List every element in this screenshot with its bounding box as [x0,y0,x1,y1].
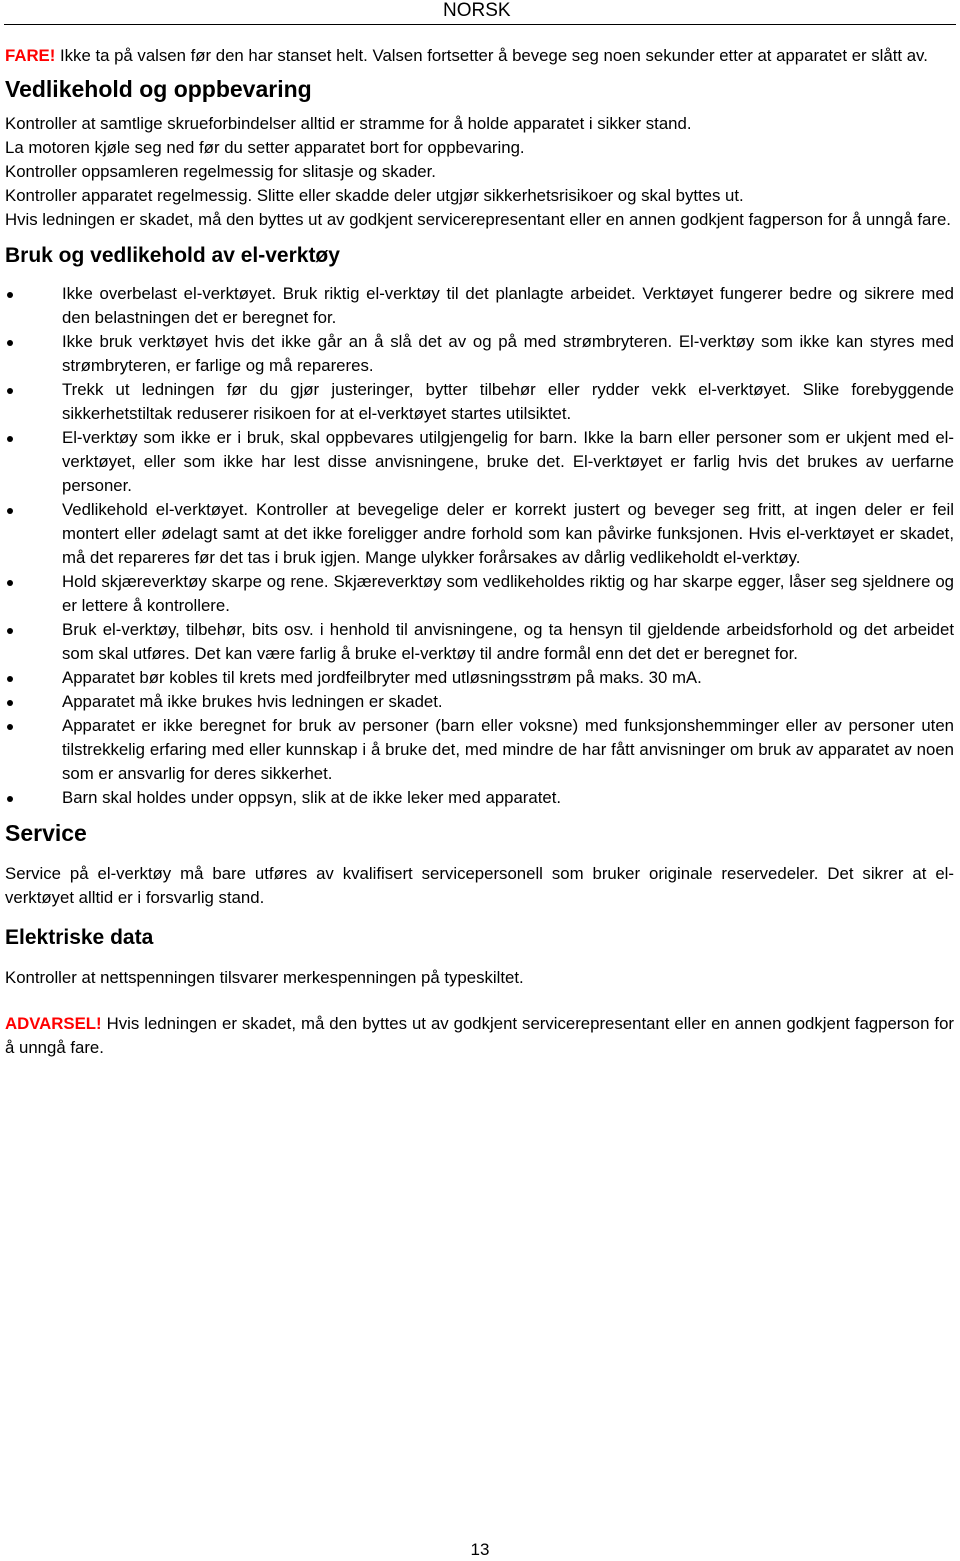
danger-label: FARE! [5,46,56,65]
bullet-icon [7,340,13,346]
warning-text: Hvis ledningen er skadet, må den byttes ut av godkjent servicerepresentant eller en annen godkjent fagperson for å unngå fare. [5,1014,954,1057]
list-item: Apparatet bør kobles til krets med jordfeilbryter med utløsningsstrøm på maks. 30 mA. [5,666,954,690]
page-number: 13 [470,1540,490,1559]
header-divider [4,24,956,25]
tools-heading: Bruk og vedlikehold av el-verktøy [5,244,340,267]
maintenance-line: Kontroller oppsamleren regelmessig for slitasje og skader. [5,162,436,181]
list-item: Apparatet må ikke brukes hvis ledningen er skadet. [5,690,954,714]
electrical-heading: Elektriske data [5,926,154,949]
bullet-icon [7,700,13,706]
bullet-icon [7,580,13,586]
maintenance-heading: Vedlikehold og oppbevaring [5,76,312,102]
service-heading: Service [5,820,87,846]
list-item: Bruk el-verktøy, tilbehør, bits osv. i henhold til anvisningene, og ta hensyn til gjeldende arbeidsforhold og det arbeidet som skal utføres. Det kan være farlig å bruke el-verktøy til andre formål enn det det er beregnet for. [5,618,954,666]
maintenance-line: La motoren kjøle seg ned før du setter apparatet bort for oppbevaring. [5,138,525,157]
warning-label: ADVARSEL! [5,1014,102,1033]
list-item: Trekk ut ledningen før du gjør justeringer, bytter tilbehør eller rydder vekk el-verktøyet. Slike forebyggende sikkerhetstiltak reduserer risikoen for at el-verktøyet startes utilsiktet. [5,378,954,426]
list-item: Vedlikehold el-verktøyet. Kontroller at bevegelige deler er korrekt justert og beveger seg fritt, at ingen deler er feil montert eller ødelagt samt at det ikke foreligger andre forhold som kan påvirke funksjonen. Hvis el-verktøyet er skadet, må det repareres før det tas i bruk igjen. Mange ulykker forårsakes av dårlig vedlikeholdt el-verktøy. [5,498,954,570]
bullet-icon [7,796,13,802]
document-body [5,44,954,1060]
bullet-icon [7,724,13,730]
list-item: Ikke overbelast el-verktøyet. Bruk riktig el-verktøy til det planlagte arbeidet. Verktøyet fungerer bedre og sikrere med den belastningen det er beregnet for. [5,282,954,330]
danger-text: Ikke ta på valsen før den har stanset helt. Valsen fortsetter å bevege seg noen sekunder etter at apparatet er slått av. [55,46,928,65]
bullet-icon [7,436,13,442]
bullet-icon [7,388,13,394]
language-label: NORSK [443,0,511,21]
tools-list [5,282,954,810]
list-item: Ikke bruk verktøyet hvis det ikke går an å slå det av og på med strømbryteren. El-verktøy som ikke kan styres med strømbryteren, er farlige og må repareres. [5,330,954,378]
maintenance-line: Kontroller apparatet regelmessig. Slitte eller skadde deler utgjør sikkerhetsrisikoer og skal byttes ut. [5,186,744,205]
list-item: Apparatet er ikke beregnet for bruk av personer (barn eller voksne) med funksjonshemminger eller av personer uten tilstrekkelig erfaring med eller kunnskap i å bruke det, med mindre de har fått anvisninger om bruk av apparatet av noen som er ansvarlig for deres sikkerhet. [5,714,954,786]
service-text: Service på el-verktøy må bare utføres av kvalifisert servicepersonell som bruker originale reservedeler. Det sikrer at el-verktøyet alltid er i forsvarlig stand. [5,864,954,907]
danger-notice [5,44,954,68]
list-item: Barn skal holdes under oppsyn, slik at de ikke leker med apparatet. [5,786,954,810]
bullet-icon [7,628,13,634]
maintenance-line: Kontroller at samtlige skrueforbindelser alltid er stramme for å holde apparatet i sikker stand. [5,114,692,133]
list-item: Hold skjæreverktøy skarpe og rene. Skjæreverktøy som vedlikeholdes riktig og har skarpe egger, låser seg sjeldnere og er lettere å kontrollere. [5,570,954,618]
maintenance-line: Hvis ledningen er skadet, må den byttes ut av godkjent servicerepresentant eller en annen godkjent fagperson for å unngå fare. [5,210,951,229]
list-item: El-verktøy som ikke er i bruk, skal oppbevares utilgjengelig for barn. Ikke la barn eller personer som er ukjent med el-verktøyet, eller som ikke har lest disse anvisningene, bruke det. El-verktøyet er farlig hvis det brukes av uerfarne personer. [5,426,954,498]
bullet-icon [7,508,13,514]
electrical-text: Kontroller at nettspenningen tilsvarer merkespenningen på typeskiltet. [5,968,524,987]
bullet-icon [7,292,13,298]
page-header [0,0,960,24]
warning-notice [5,1012,954,1060]
bullet-icon [7,676,13,682]
